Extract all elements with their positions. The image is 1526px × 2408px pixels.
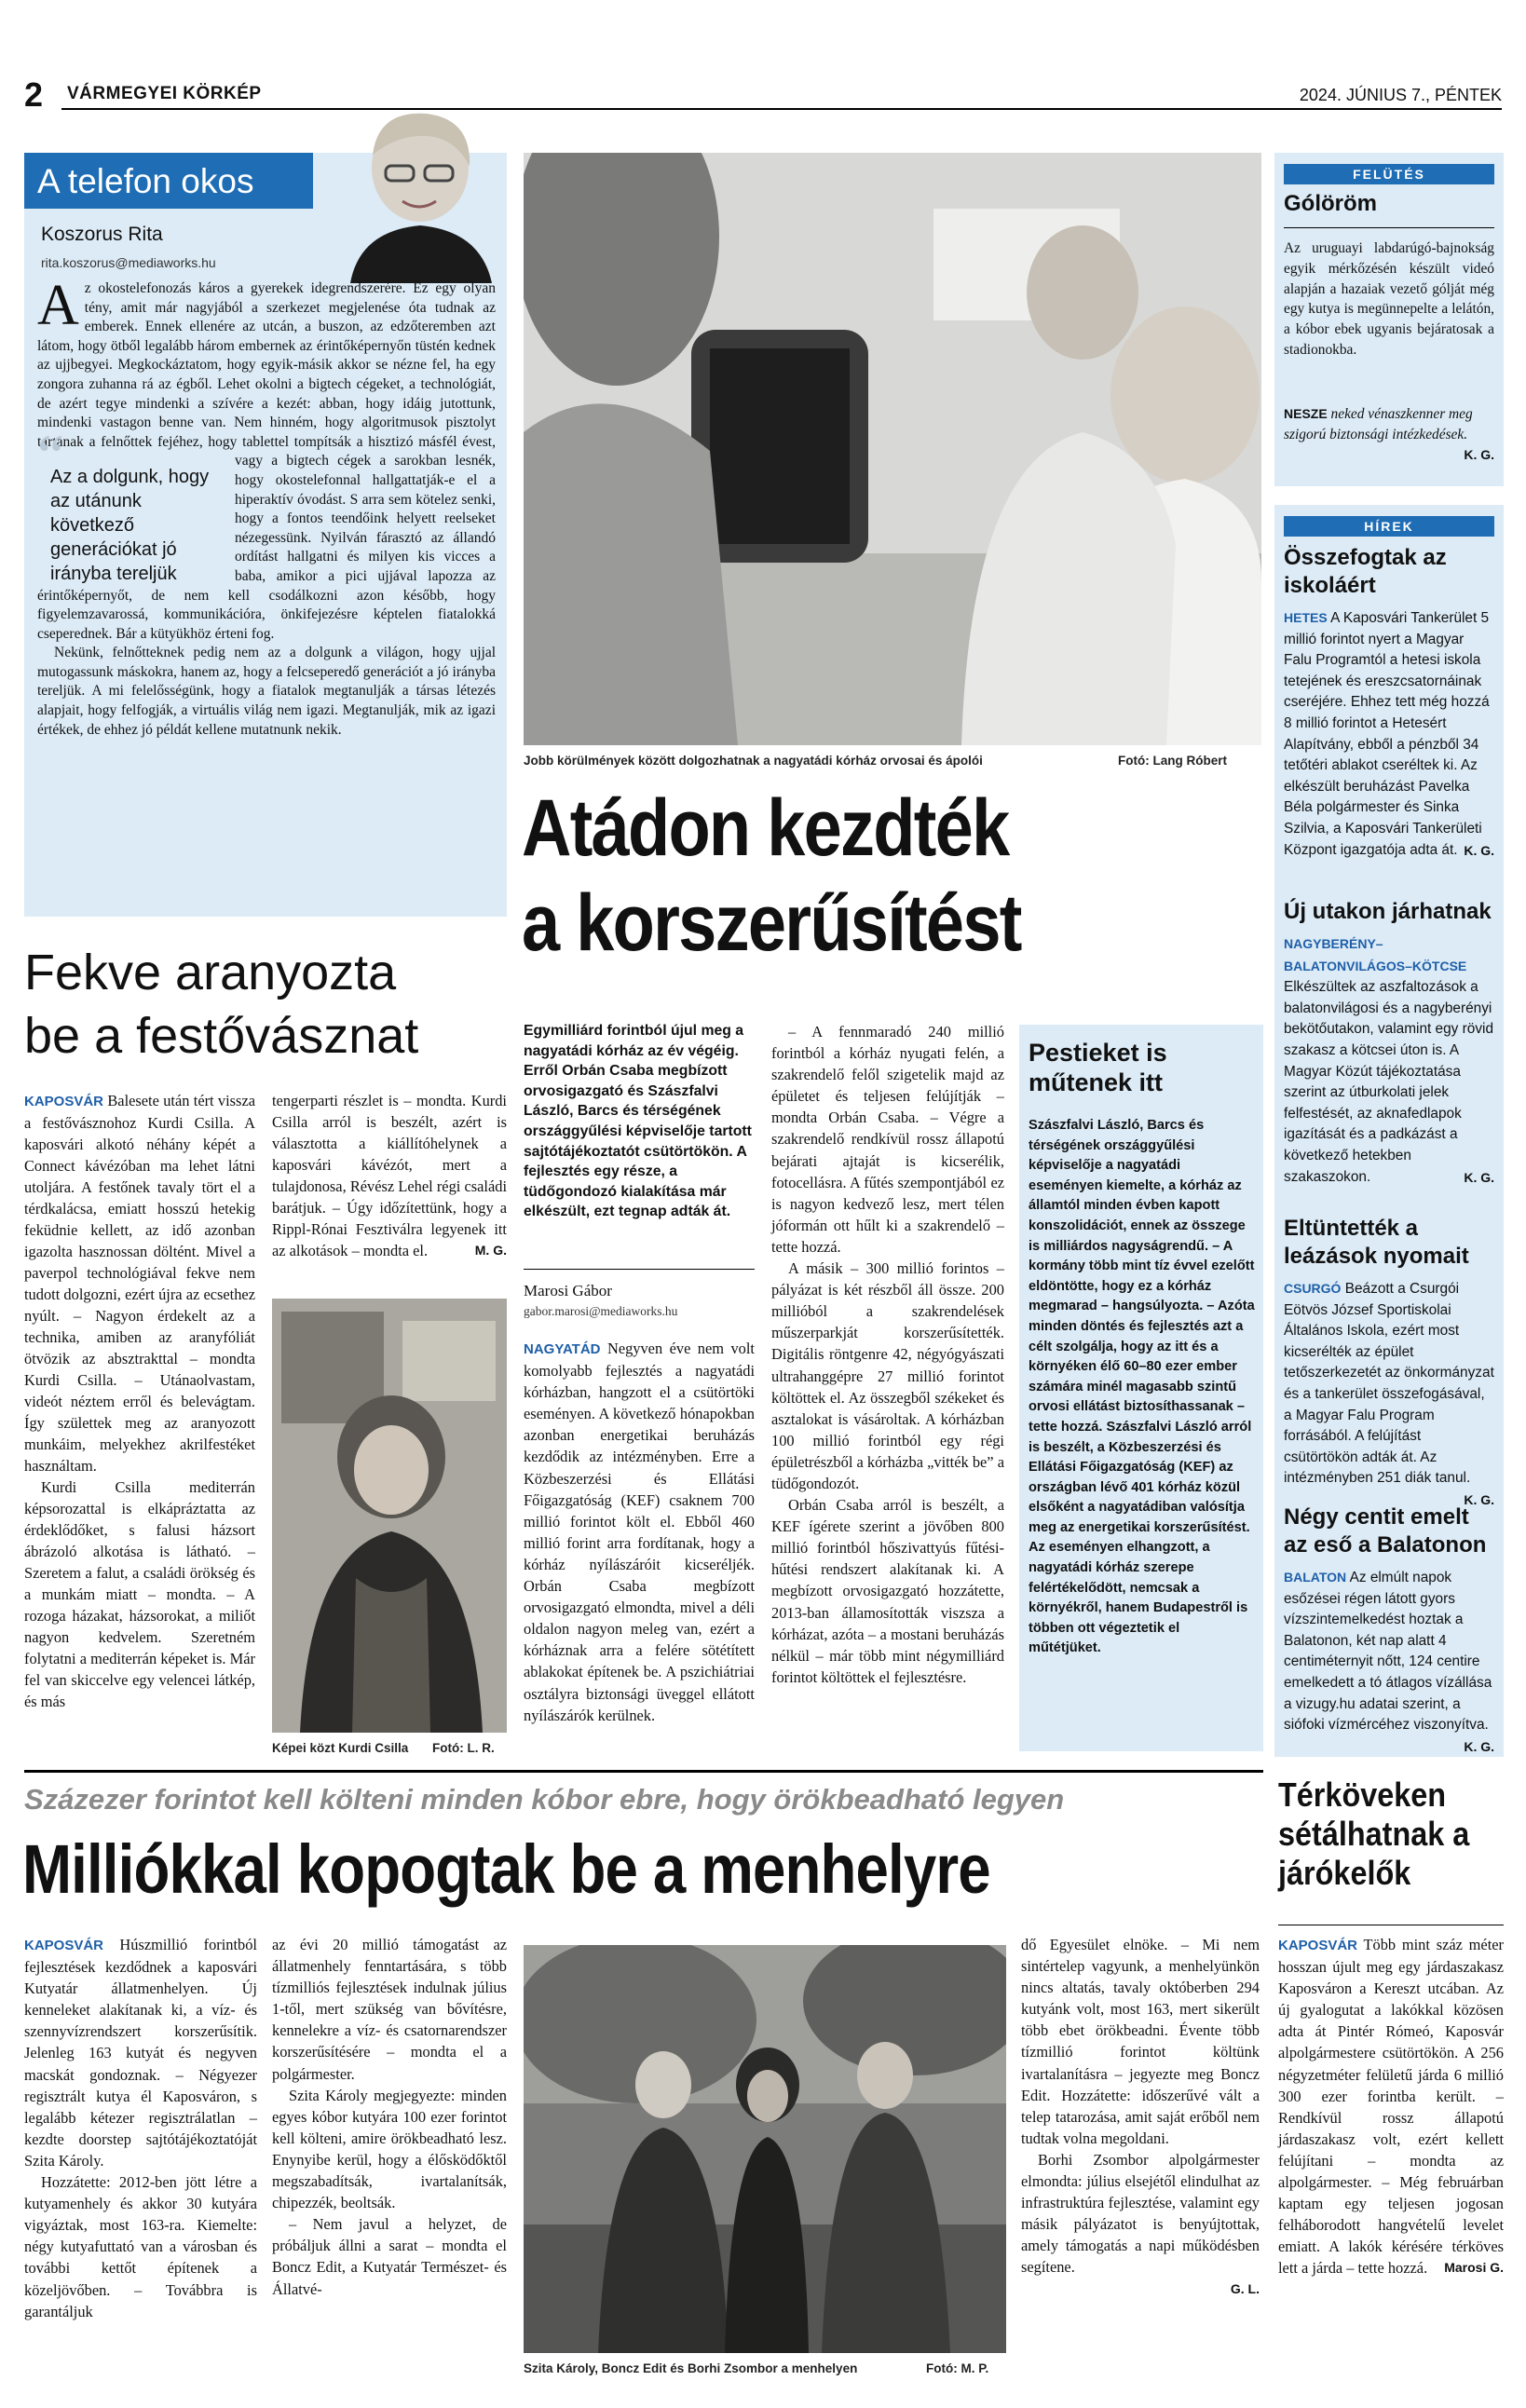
- news-kicker: CSURGÓ: [1284, 1281, 1342, 1296]
- news-body: Az elmúlt napok esőzései régen látott gyors vízszintemelkedést hoztak a Balatonon, két nap alatt 4 centiméternyit nőtt, 124 centire emelkedett a tó átlagos vízállása a vizugy.hu adatai szerint, a siófoki vízmércéhez viszonyítva.: [1284, 1570, 1492, 1734]
- felutes-rule: [1284, 227, 1494, 228]
- shelter-col1b-text: Hozzátette: 2012-ben jött létre a kutyamenhely és akkor 30 kutyára vigyáztak, most 163-ra. Kiemelte: négy kutyafuttató van a városban és további kettőt építenek a közeljövőben. – Továbbra is garantáljuk: [24, 2173, 257, 2320]
- shelter-col4: [1021, 1934, 1260, 2300]
- side-box-text: [1029, 1116, 1256, 1659]
- painter-col2-text: tengerparti részlet is – mondta. Kurdi Csilla arról is beszélt, azért is választotta a kiállítóhelynek a kaposvári kávézót, mert a tulajdonosa, Révész Lehel régi családi barátjuk. – Úgy időzítettünk, hogy a Rippl-Rónai Fesztiválra legyenek itt az alkotások – mondta el.: [272, 1092, 507, 1259]
- news-title: Új utakon járhatnak: [1284, 899, 1492, 924]
- side-box-text-a: Szászfalvi László, Barcs és térségének országgyűlési képviselője a nagyatádi eseményen kiemelte, a kórház az államtól minden évben kapott konszolidációt, ennek az összege is milliárdos nagyságrendű.: [1029, 1118, 1246, 1254]
- column-email: rita.koszorus@mediaworks.hu: [41, 255, 216, 270]
- column-title: A telefon okos: [37, 162, 254, 200]
- news-title: Eltüntették a leázások nyomait: [1284, 1216, 1469, 1269]
- news-signature: K. G.: [1464, 1491, 1494, 1507]
- main-col2: [771, 1021, 1004, 1688]
- shelter-kicker-line: Százezer forintot kell költeni minden kóbor ebre, hogy örökbeadható legyen: [24, 1783, 1065, 1816]
- quote-mark-icon: “: [37, 422, 64, 489]
- main-col1: [524, 1338, 755, 1726]
- column-pullquote-wrap: [37, 422, 224, 585]
- news-signature: K. G.: [1464, 842, 1494, 858]
- painter-headline-line1: Fekve aranyozta: [24, 945, 397, 1000]
- dropcap: A: [37, 274, 79, 337]
- column-text-wrap: vagy a bigtech cégek a sarokban lesnék, hogy okostelefonnal hallgattatják-e el a hiperaktív óvodást. S arra sem kötelez senki, hogy a fontos teendőink helyett reelseket nézegessünk. Nyilván fárasztó az állandó ordítást hallgatni: [235, 453, 496, 565]
- paving-title: Térköveken sétálhatnak a járókelők: [1278, 1775, 1470, 1892]
- painter-signature: M. G.: [474, 1243, 507, 1258]
- author-portrait: [341, 101, 499, 283]
- painter-photo: [272, 1299, 507, 1733]
- paving-signature: Marosi G.: [1444, 2260, 1504, 2276]
- felutes-text: Az uruguayi labdarúgó-bajnokság egyik mérkőzésén készült videó alapján a hazaiak vezető gólját még egy kutya is megünnepelte a lelátón, a kóbor ebek ugyanis bejáratosak a stadionokba.: [1284, 240, 1494, 358]
- section-name: VÁRMEGYEI KÖRKÉP: [67, 84, 262, 103]
- shelter-col2c-text: – Nem javul a helyzet, de próbáljuk állni a sarat – mondta el Boncz Edit, a Kutyatár Természet- és Állatvé-: [272, 2215, 507, 2298]
- shelter-col2b-text: Szita Károly megjegyezte: minden egyes kóbor kutyára 100 ezer forintot kell költeni, amire örökbeadható lesz. Enynyibe kerül, hogy a élősködőktől megszabadítsák, ivartalanítsák, chipezzék, beoltsák.: [272, 2086, 507, 2212]
- opinion-column: [24, 153, 507, 917]
- side-box-title: Pestieket is műtenek itt: [1029, 1039, 1167, 1096]
- news-text: [1284, 1278, 1494, 1507]
- news-kicker: NAGYBERÉNY–BALATONVILÁGOS–KÖTCSE: [1284, 936, 1467, 973]
- paving-text: [1278, 1934, 1504, 2279]
- news-item: [1284, 544, 1494, 861]
- main-headline: [522, 781, 1163, 971]
- shelter-photo: [524, 1945, 1006, 2353]
- news-item: [1284, 1215, 1494, 1511]
- news-signature: K. G.: [1464, 1169, 1494, 1185]
- column-title-bar: [24, 153, 313, 209]
- shelter-signature: G. L.: [1230, 2280, 1260, 2296]
- news-title: Négy centit emelt az eső a Balatonon: [1284, 1504, 1487, 1558]
- paving-body: Több mint száz méter hosszan újult meg egy járdaszakasz Kaposváron a Kereszt utcában. Az új gyalogutat a lakókkal közösen adta át Pintér Rómeó, Kaposvár alpolgármestere csütörtökön. A 256 négyzetméter felületű járda 6 millió 300 ezer forintba került. – Rendkívül rossz állapotú járdaszakasz volt, ezért kellett felújítani – mondta az alpolgármester. – Még februárban kaptam egy teljesen jogosan felháborodott hangvételű levelet emiatt. A lakók kérésére térköves lett a járda – tette hozzá.: [1278, 1936, 1504, 2278]
- header-rule: [61, 108, 1502, 110]
- hospital-photo: [524, 153, 1261, 745]
- news-text: [1284, 607, 1494, 861]
- shelter-kicker: KAPOSVÁR: [24, 1938, 104, 1953]
- nesze-kicker: NESZE: [1284, 406, 1328, 421]
- main-author: Marosi Gábor: [524, 1282, 612, 1299]
- page-header: [24, 75, 1502, 114]
- page-number: 2: [24, 75, 44, 114]
- painter-col1: [24, 1090, 255, 1712]
- main-headline-line2: a korszerűsítést: [522, 878, 1021, 968]
- felutes-signature: K. G.: [1464, 446, 1494, 462]
- hospital-caption: Jobb körülmények között dolgozhatnak a nagyatádi kórház orvosai és ápolói: [524, 754, 983, 768]
- painter-col2: [272, 1090, 507, 1261]
- paving-kicker: KAPOSVÁR: [1278, 1938, 1358, 1953]
- painter-headline: [24, 941, 507, 1068]
- painter-headline-line2: be a festővásznat: [24, 1008, 419, 1064]
- column-text-first: z okostelefonozás káros a gyerekek idegrendszerére. Ez egy olyan tény, amit már nagyjából a szerkezet megjelenése óta tudnak az emberek. Ennek ellenére az utcán, a buszon, az edzőteremben azt látom, hogy ötből legalább három embernek az érintőképernyőn tüstén kednek az ujjbegyei. Megkockáztatom, hogy egyik-másik akkor se nézne fel, ha egy zongora zuhanna rá az égből. Lehet okolni a bigtech cégeket, a technológiát, de azért tegye mindenki a szívére a kezét: abban, hogy idáig jutottunk, mindenki vastagon benne van. Nem hinném, hogy algoritmusok pisztolyt tartanak a felnőttek fejéhez, hogy tablettel tompítsák a hisztizó másfél évest,: [37, 280, 496, 450]
- news-item: [1284, 898, 1494, 1188]
- shelter-col2: [272, 1934, 507, 2300]
- shelter-headline: Milliókkal kopogtak be a menhelyre: [22, 1830, 990, 1908]
- shelter-col1: [24, 1934, 257, 2322]
- painter-story: [24, 941, 507, 1761]
- news-body: Beázott a Csurgói Eötvös József Sportiskolai Általános Iskola, ezért most kicserélték az épület tetőszerkezetét az önkormányzat és a tankerület összefogásával, a Magyar Falu Program forrásából. A felújítást csütörtökön adták át. Az intézményben 251 diák tanul.: [1284, 1281, 1494, 1487]
- felutes-box: [1274, 153, 1504, 486]
- shelter-col4-text: dő Egyesület elnöke. – Mi nem sintértelep vagyunk, a menhelyünkön nincs altatás, tavaly októberben 294 kutyánk volt, most 163, mert sikerült több ebet örökbeadni. Évente több tízmillió forintot költünk ivartalanításra – jegyezte meg Boncz Edit. Hozzátette: időszerűvé vált a telep tatarozása, amit saját erőből nem tudtak volna megoldani.: [1021, 1936, 1260, 2147]
- painter-col1-text: Balesete után tért vissza a festővásznohoz Kurdi Csilla. A kaposvári alkotó néhány képét a Connect kávézóban ma lehet látni utoljára. A festőnek tavaly tört el a térdkalácsa, emiatt hosszú hetekig feküdnie kellett, az idő azonban igazolta hasznossan döltént. Mivel a paverpol technológiával fekve nem tudott dolgozni, ezért újra az ecsethez nyúlt. – Nagyon érdekelt az a technika, amiben az aranyfóliát ötvözik az absztrakttal – mondta Kurdi Csilla. – Utánaolvastam, videót néztem erről és belevágtam. Így születtek meg az aranyozott munkáim, melyekhez akrilfestéket használtam.: [24, 1092, 255, 1475]
- nesze-text: neked vénaszkenner meg szigorú biztonsági intézkedések.: [1284, 406, 1473, 442]
- felutes-title: Gólöröm: [1284, 191, 1377, 216]
- hospital-credit: Fotó: Lang Róbert: [1118, 754, 1227, 768]
- shelter-credit: Fotó: M. P.: [926, 2361, 989, 2375]
- column-text-last: Nekünk, felnőtteknek pedig nem az a dolgunk a világon, hogy ujjal mutogassunk máskokra, hanem az, hogy a felcseperedő generációt a jó irányba tereljük. A mi felelősségünk, hogy a fiatalok megtanulják a társas létezés alapjait, hogy felfogják, a virtuális világ nem igazi. Megtanulják, mik az igazi értékek, de ehhez jó példát kellene mutatnunk nekik.: [37, 645, 496, 738]
- news-kicker: HETES: [1284, 610, 1328, 625]
- main-col1-text: Negyven éve nem volt komolyabb fejlesztés a nagyatádi kórházban, hangzott el a csütörtöki eseményen. A következő hónapokban azonban energetikai beruházás kezdődik az intézményben. Erre a Közbeszerzési és Ellátási Főigazgatóság (KEF) csaknem 700 millió forintot költ el. Ebből 460 millió forint arra fordítanak, hogy a kórház nyílászáróit kicseréljék. Orbán Csaba megbízott orvosigazgató elmondta, mivel a déli oldalon nagyon meleg van, ezért a kórháznak arra a felére sötétített ablakokat építenek be. A pszichiátriai osztályra biztonsági üveggel ellátott nyílászárók kerülnek.: [524, 1340, 755, 1724]
- lead-rule: [524, 1269, 755, 1270]
- painter-caption: Képei közt Kurdi Csilla: [272, 1741, 409, 1755]
- shelter-top-rule: [24, 1770, 1263, 1773]
- main-kicker: NAGYATÁD: [524, 1341, 601, 1357]
- column-body: [37, 274, 497, 740]
- main-email: gabor.marosi@mediaworks.hu: [524, 1304, 678, 1318]
- shelter-col4b-text: Borhi Zsombor alpolgármester elmondta: július elsejétől elindulhat az infrastruktúra fejlesztése, valamint egy másik pályázatot is benyújtottak, amely támogatás a napi működésben segítene.: [1021, 2150, 1260, 2277]
- main-lead: Egymilliárd forintból újul meg a nagyatádi kórház az év végéig. Erről Orbán Csaba megbízott orvosigazgató és Szászfalvi László, Barcs és térségének országgyűlési képviselője tartott sajtótájékoztatót csütörtökön. A fejlesztés egy része, a tüdőgondozó kialakítása már elkészült, ezt tegnap adták át.: [524, 1023, 752, 1220]
- painter-credit: Fotó: L. R.: [432, 1741, 495, 1755]
- news-signature: K. G.: [1464, 1738, 1494, 1754]
- news-title: Összefogtak az iskoláért: [1284, 545, 1447, 598]
- painter-kicker: KAPOSVÁR: [24, 1094, 104, 1109]
- main-col2-text: – A fennmaradó 240 millió forintból a kórház nyugati felén, a szakrendelő felől szigetelik majd az épületet és teljesen felújítják – mondta Orbán Csaba. – Végre a szakrendelő rendkívül rossz állapotú bejárati ajtaját is kicserélik, fotocellásra. A fűtés szempontjából ez is nagyon kedvező lesz, mert télen jóformán ott hűlt ki a szakrendelő – tette hozzá.: [771, 1023, 1004, 1256]
- news-body: Elkészültek az aszfaltozások a balatonvilágosi és a nagyberényi bekötőutakon, valamint egy rövid szakasz a kötcsei úton is. A Magyar Közút tájékoztatása szerint az útburkolati jelek felfestését, az aknafedlapok igazítását és a padkázást a következő hetekben szakaszokon.: [1284, 979, 1494, 1185]
- main-headline-line1: Atádon kezdték: [522, 783, 1009, 873]
- felutes-tag: FELÜTÉS: [1284, 164, 1494, 184]
- column-pullquote: Az a dolgunk, hogy az utánunk következő generációkat jó irányba tereljük: [50, 467, 210, 585]
- side-box-text-b: – A kormány több mint tíz évvel ezelőtt eldöntötte, hogy ez a kórház megmarad – hangsúlyozta. – Azóta minden döntés és fejlesztés azt a célt szolgálja, hogy az itt és a környéken élő 60–80 ezer ember számára minél magasabb szintű orvosi ellátást biztosíthassanak – tette hozzá. Szászfalvi László arról is beszélt, a Közbeszerzési és Ellátási Főigazgatóság (KEF) az országban lévő 401 kórház közül elsőként a nagyatádiban valósítja meg az energetikai korszerűsítést. Az eseményen elhangzott, a nagyatádi kórház szerepe felértékelődött, nemcsak a környékről, hanem Budapestről is többen ott végeztetik el műtétjüket.: [1029, 1238, 1255, 1656]
- news-text: [1284, 933, 1494, 1188]
- news-item: [1284, 1503, 1494, 1757]
- shelter-col2-text: az évi 20 millió támogatást az állatmenhely fenntartására, s több tízmilliós fejlesztések indulnak július 1-től, mert szükség van bővítésre, kennelekre a víz- és csatornarendszer korszerűsítésére – mondta el a polgármester.: [272, 1936, 507, 2083]
- news-body: A Kaposvári Tankerület 5 millió forintot nyert a Magyar Falu Programtól a hetesi iskola tetejének és ereszcsatornáinak cseréjére. Ehhez tett még hozzá 8 millió forintot a Hetesért Alapítvány, ebből a pénzből 34 tetőtéri ablakot cseréltek ki. Az elkészült beruházást Pavelka Béla polgármester és Sinka Szilvia, a Kaposvári Tankerületi Központ igazgatója adta át.: [1284, 610, 1490, 858]
- issue-date: 2024. JÚNIUS 7., PÉNTEK: [1299, 86, 1502, 104]
- paving-story: [1278, 1775, 1504, 2390]
- column-text-rest: és milyen kis vicces a baba, amikor a pici ujjával lapozza az érintőképernyőt, de nem kell csodálkozni azon később, hogy figyelemzavarossá, kommunikációra, önkifejezésre képtelen fiatalokká cseperednek. Bár a kütyükhöz érteni fog.: [37, 549, 497, 642]
- column-author: Koszorus Rita: [41, 224, 163, 245]
- main-col2c-text: Orbán Csaba arról is beszélt, a KEF ígérete szerint a jövőben 800 millió forintból hőszivattyús fűtési-hűtési rendszert alakítanak ki. A megbízott orvosigazgató hozzátette, 2013-ban államosították viszsza a kórházat, azóta – a mostani beruházás nélkül – már több mint négymilliárd forintot költöttek el fejlesztésre.: [771, 1496, 1004, 1686]
- hirek-tag: HÍREK: [1284, 516, 1494, 537]
- main-col2b-text: A másik – 300 millió forintos – pályázat is két részből áll össze. 200 millióból a szakrendelések műszerparkját korszerűsítették. Digitális röntgenre 42, négyógyászati ultrahanggépre 27 millió forintot költöttek el. Az összegből székeket és asztalokat is vásároltak. A kórházban 100 millió forintból egy régi épületrészből a kórházba „vitték be” a tüdőgondozót.: [771, 1259, 1004, 1492]
- news-kicker: BALATON: [1284, 1570, 1347, 1585]
- side-box: [1019, 1025, 1263, 1751]
- felutes-nesze: [1284, 404, 1494, 465]
- painter-col1b-text: Kurdi Csilla mediterrán képsorozattal is elkápráztatta az érdeklődőket, s falusi házsort ábrázoló alkotása is látható. – Szeretem a falut, a családi örökség és a munkám miatt – mondta. – A rozoga házakat, házsorokat, a miliőt nagyon kedvelem. Szeretném folytatni a mediterrán képeket is. Már fel van skiccelve egy velencei látkép, és más: [24, 1478, 255, 1710]
- news-text: [1284, 1567, 1494, 1754]
- shelter-caption: Szita Károly, Boncz Edit és Borhi Zsombor a menhelyen: [524, 2361, 858, 2375]
- hirek-box: [1274, 505, 1504, 1757]
- shelter-col1-text: Húszmillió forintból fejlesztések kezdődnek a kaposvári Kutyatár állatmenhelyen. Új kenneleket alakítanak ki, a víz- és szennyvízrendszert korszerűsítik. Jelenleg 163 kutyát és negyven macskát gondoznak. – Négyezer regisztrált kutya él Kaposváron, s legalább kétezer regisztrálatlan – kezdte doorstep sajtótájékoztatóját Szita Károly.: [24, 1936, 257, 2170]
